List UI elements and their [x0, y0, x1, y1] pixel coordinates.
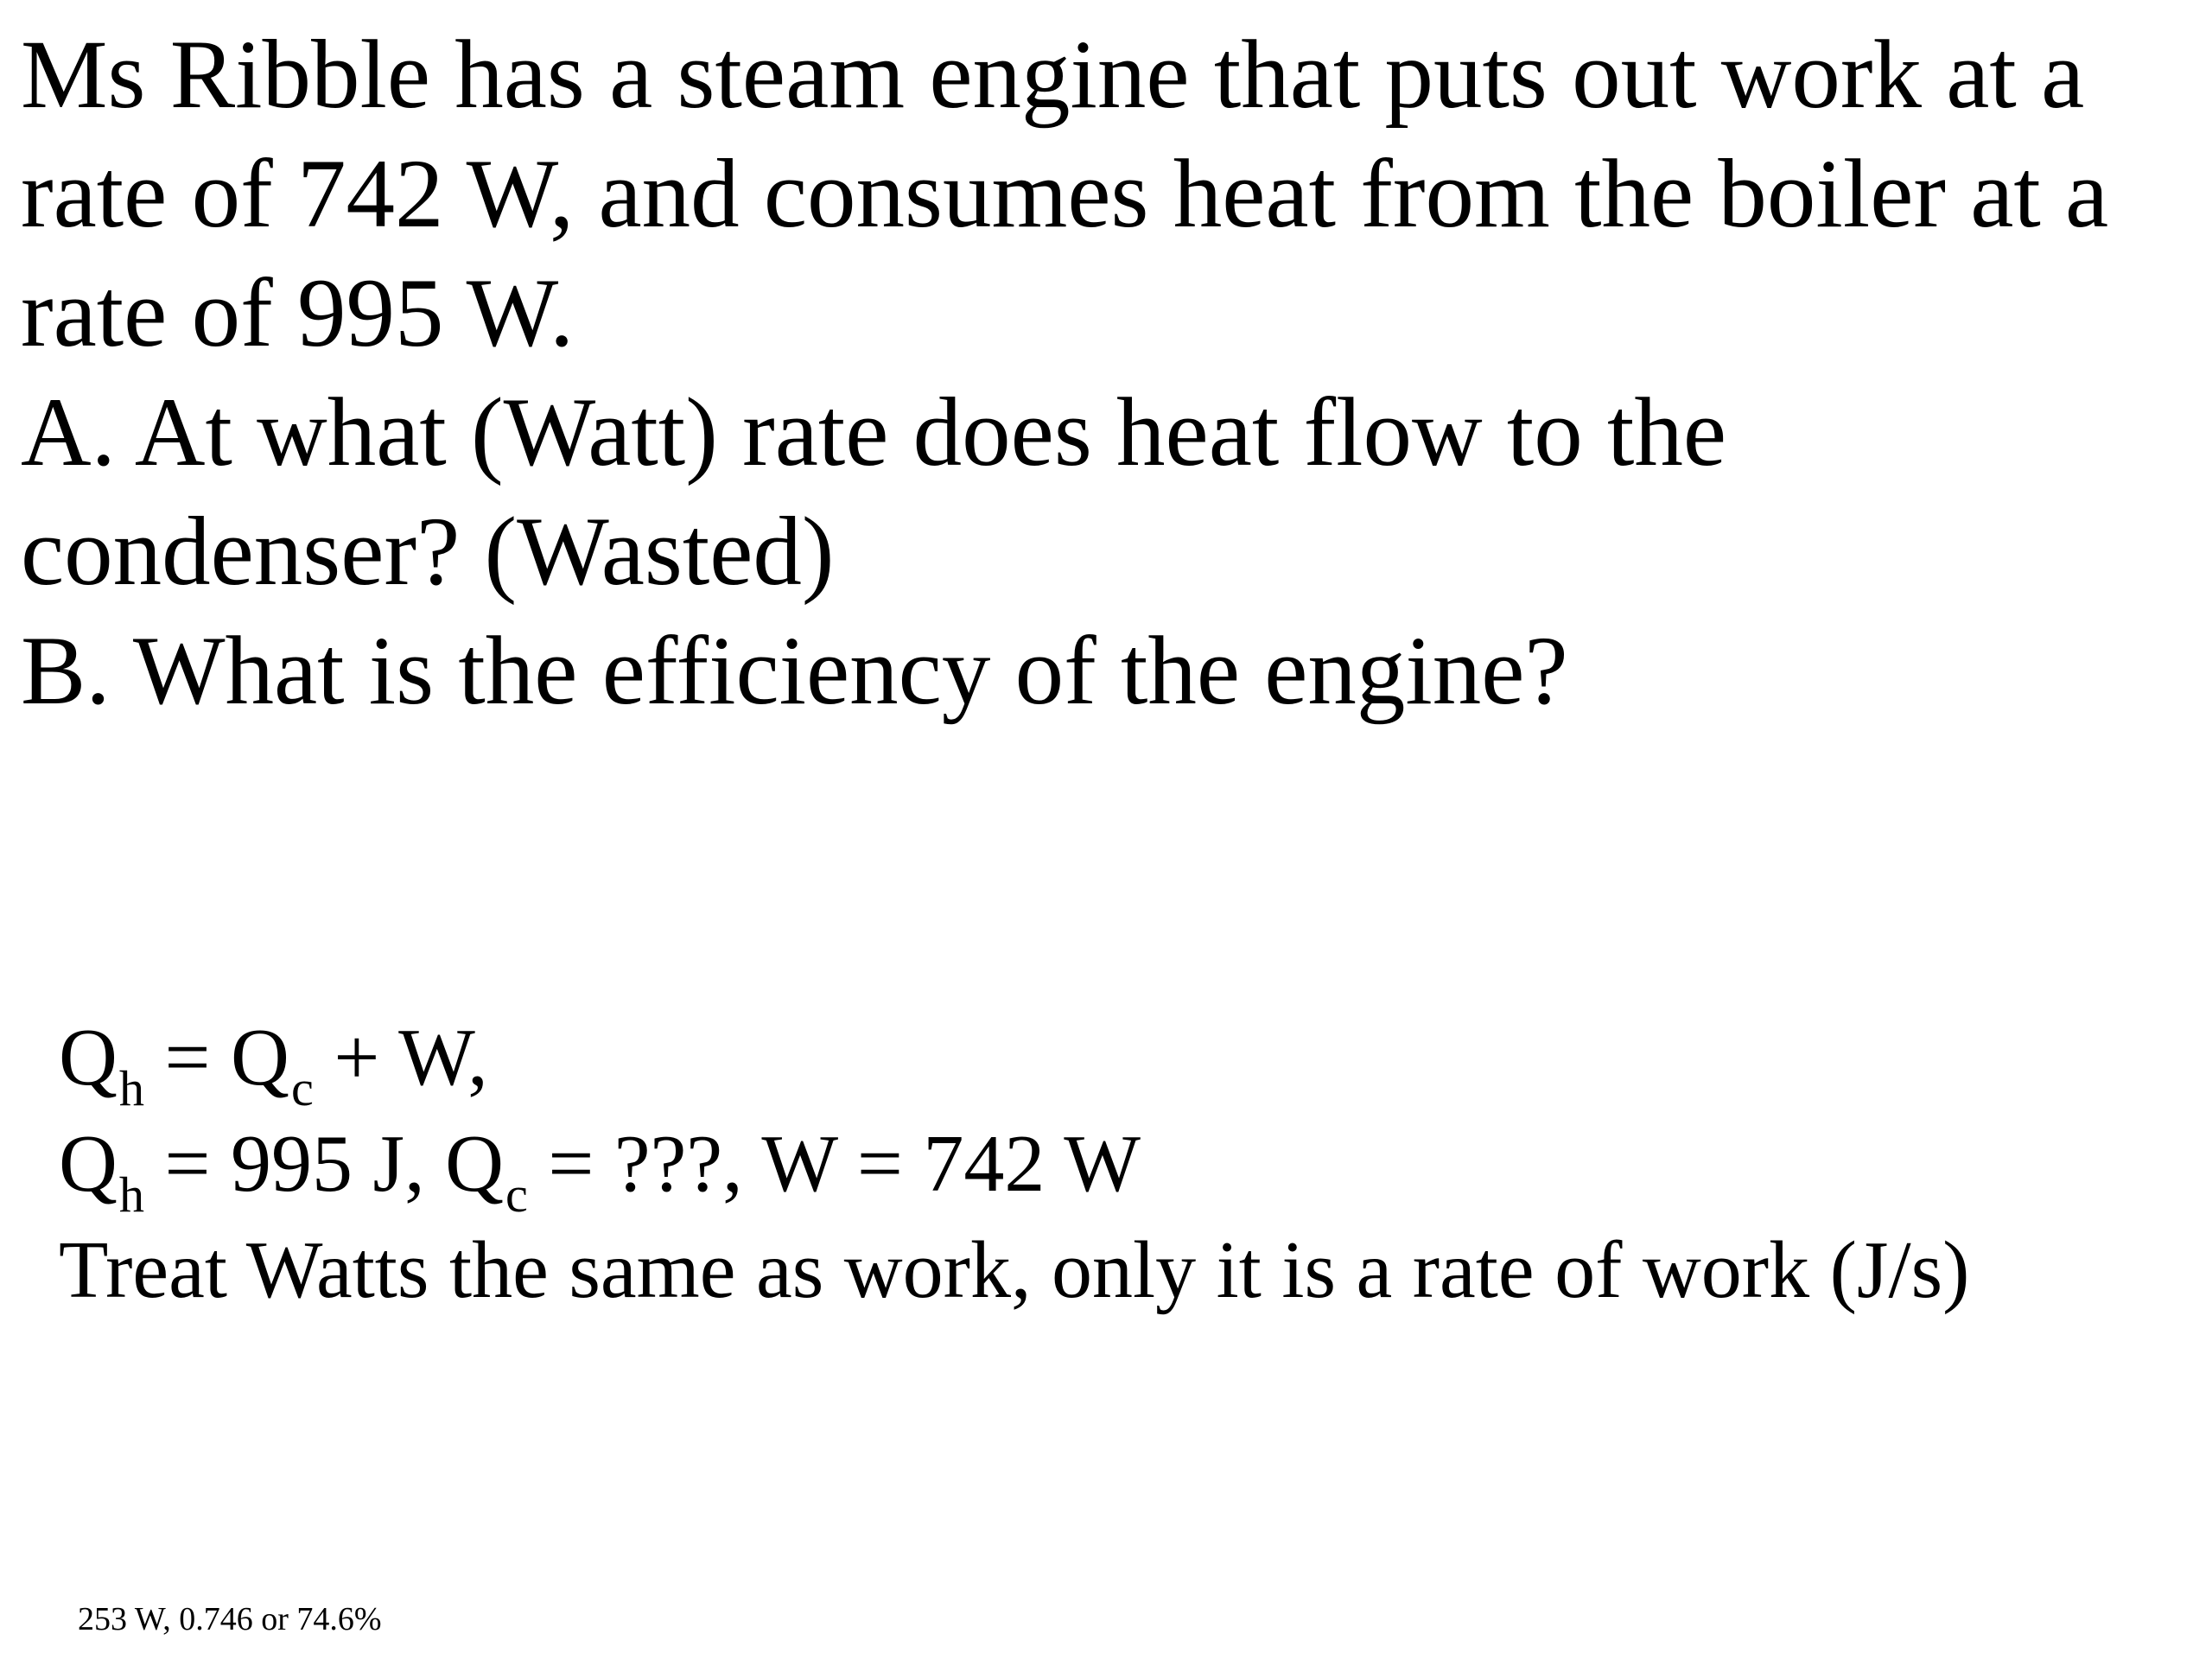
question-a: A. At what (Watt) rate does heat flow to the — [21, 378, 1727, 486]
equation-text: + W, — [313, 1013, 488, 1103]
problem-statement — [21, 16, 2181, 731]
equation-text: = 995 J, Q — [144, 1119, 505, 1209]
problem-line: rate of 995 W. — [21, 259, 575, 367]
subscript-c: c — [290, 1060, 314, 1117]
question-a-continued: condenser? (Wasted) — [21, 498, 835, 606]
problem-line: rate of 742 W, and consumes heat from the boiler at a — [21, 140, 2109, 248]
problem-line: Ms Ribble has a steam engine that puts out work at a — [21, 21, 2085, 129]
equation-text: = ???, W = 742 W — [527, 1119, 1141, 1209]
equation-given-values — [59, 1111, 1969, 1224]
worked-equations — [59, 1005, 1969, 1324]
equation-energy-balance — [59, 1005, 1969, 1117]
equation-text: = Q — [144, 1013, 289, 1103]
subscript-h: h — [118, 1060, 145, 1117]
question-b: B. What is the efficiency of the engine? — [21, 617, 1568, 725]
hint-note: Treat Watts the same as work, only it is a rate of work (J/s) — [59, 1225, 1970, 1315]
q-symbol: Q — [59, 1119, 118, 1209]
answer-text: 253 W, 0.746 or 74.6% — [78, 1601, 382, 1637]
q-symbol: Q — [59, 1013, 118, 1103]
subscript-h: h — [118, 1166, 145, 1224]
subscript-c: c — [505, 1166, 528, 1224]
